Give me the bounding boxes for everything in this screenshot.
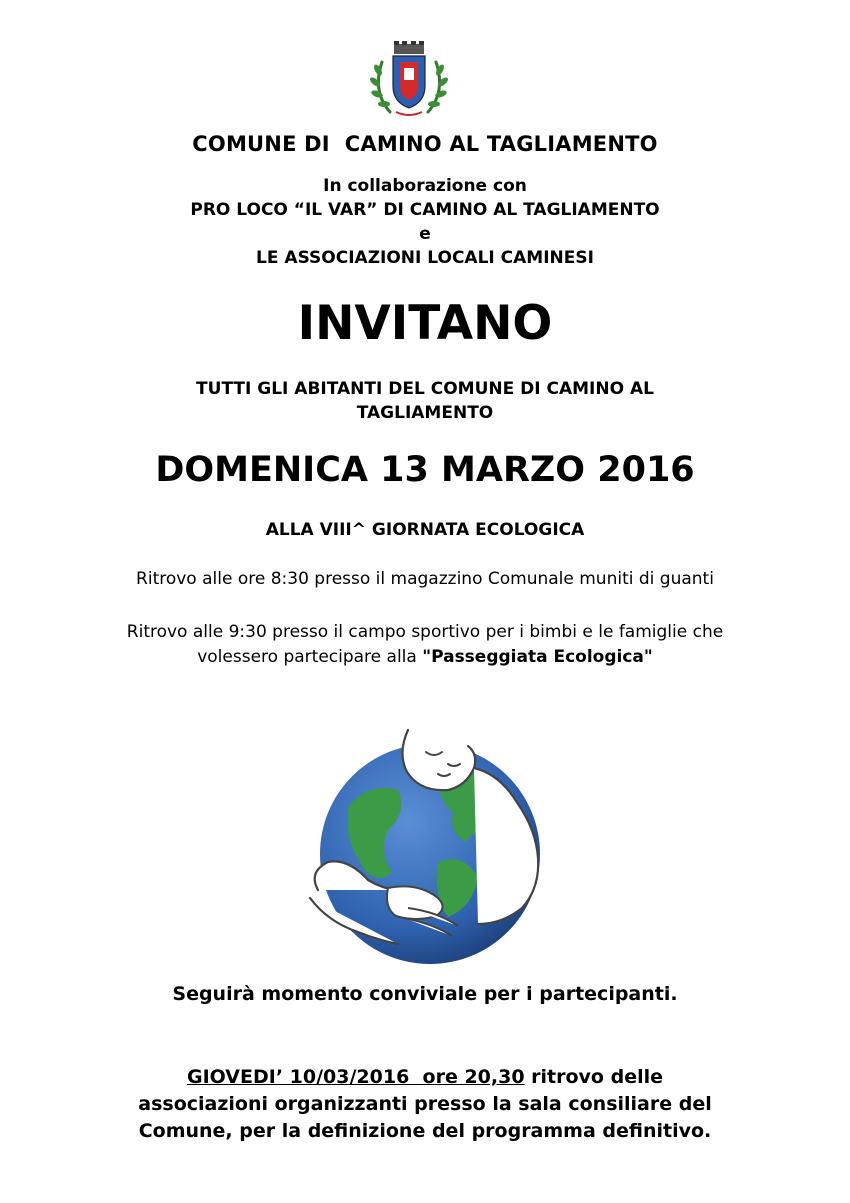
collab-intro: In collaborazione con xyxy=(323,176,527,196)
event-date: DOMENICA 13 MARZO 2016 xyxy=(155,450,695,490)
event-name: ALLA VIII^ GIORNATA ECOLOGICA xyxy=(265,520,585,540)
meeting-line-3: Comune, per la definizione del programma definitivo. xyxy=(138,1120,712,1142)
meeting-point-1: Ritrovo alle ore 8:30 presso il magazzino Comunale muniti di guanti xyxy=(136,569,714,589)
meeting-line-1 xyxy=(0,1064,850,1091)
meeting-line-1-rest: ritrovo delle xyxy=(524,1066,664,1088)
coat-of-arms-icon xyxy=(366,40,452,120)
audience-text xyxy=(0,377,850,425)
collab-associations: LE ASSOCIAZIONI LOCALI CAMINESI xyxy=(256,248,594,268)
meeting-point-2-prefix: volessero partecipare alla xyxy=(197,647,423,667)
collab-partner: PRO LOCO “IL VAR” DI CAMINO AL TAGLIAMENTO xyxy=(190,200,660,220)
earth-hug-icon xyxy=(288,712,558,978)
meeting-point-2 xyxy=(0,620,850,670)
collaboration-block xyxy=(0,174,850,270)
headline: INVITANO xyxy=(297,296,553,351)
meeting-point-2-line-2 xyxy=(0,645,850,670)
organizers-meeting xyxy=(0,1064,850,1145)
audience-line-2: TAGLIAMENTO xyxy=(356,403,494,423)
meeting-point-2-line-1: Ritrovo alle 9:30 presso il campo sportivo per i bimbi e le famiglie che xyxy=(126,622,724,642)
meeting-date: GIOVEDI’ 10/03/2016 ore 20,30 xyxy=(186,1066,525,1088)
meeting-line-2: associazioni organizzanti presso la sala consiliare del xyxy=(138,1093,712,1115)
conviviale-note: Seguirà momento conviviale per i partecipanti. xyxy=(172,983,678,1005)
collab-and: e xyxy=(419,224,431,244)
audience-line-1: TUTTI GLI ABITANTI DEL COMUNE DI CAMINO AL xyxy=(196,379,654,399)
walk-highlight: "Passeggiata Ecologica" xyxy=(422,647,653,667)
organizer-title: COMUNE DI CAMINO AL TAGLIAMENTO xyxy=(192,132,658,156)
